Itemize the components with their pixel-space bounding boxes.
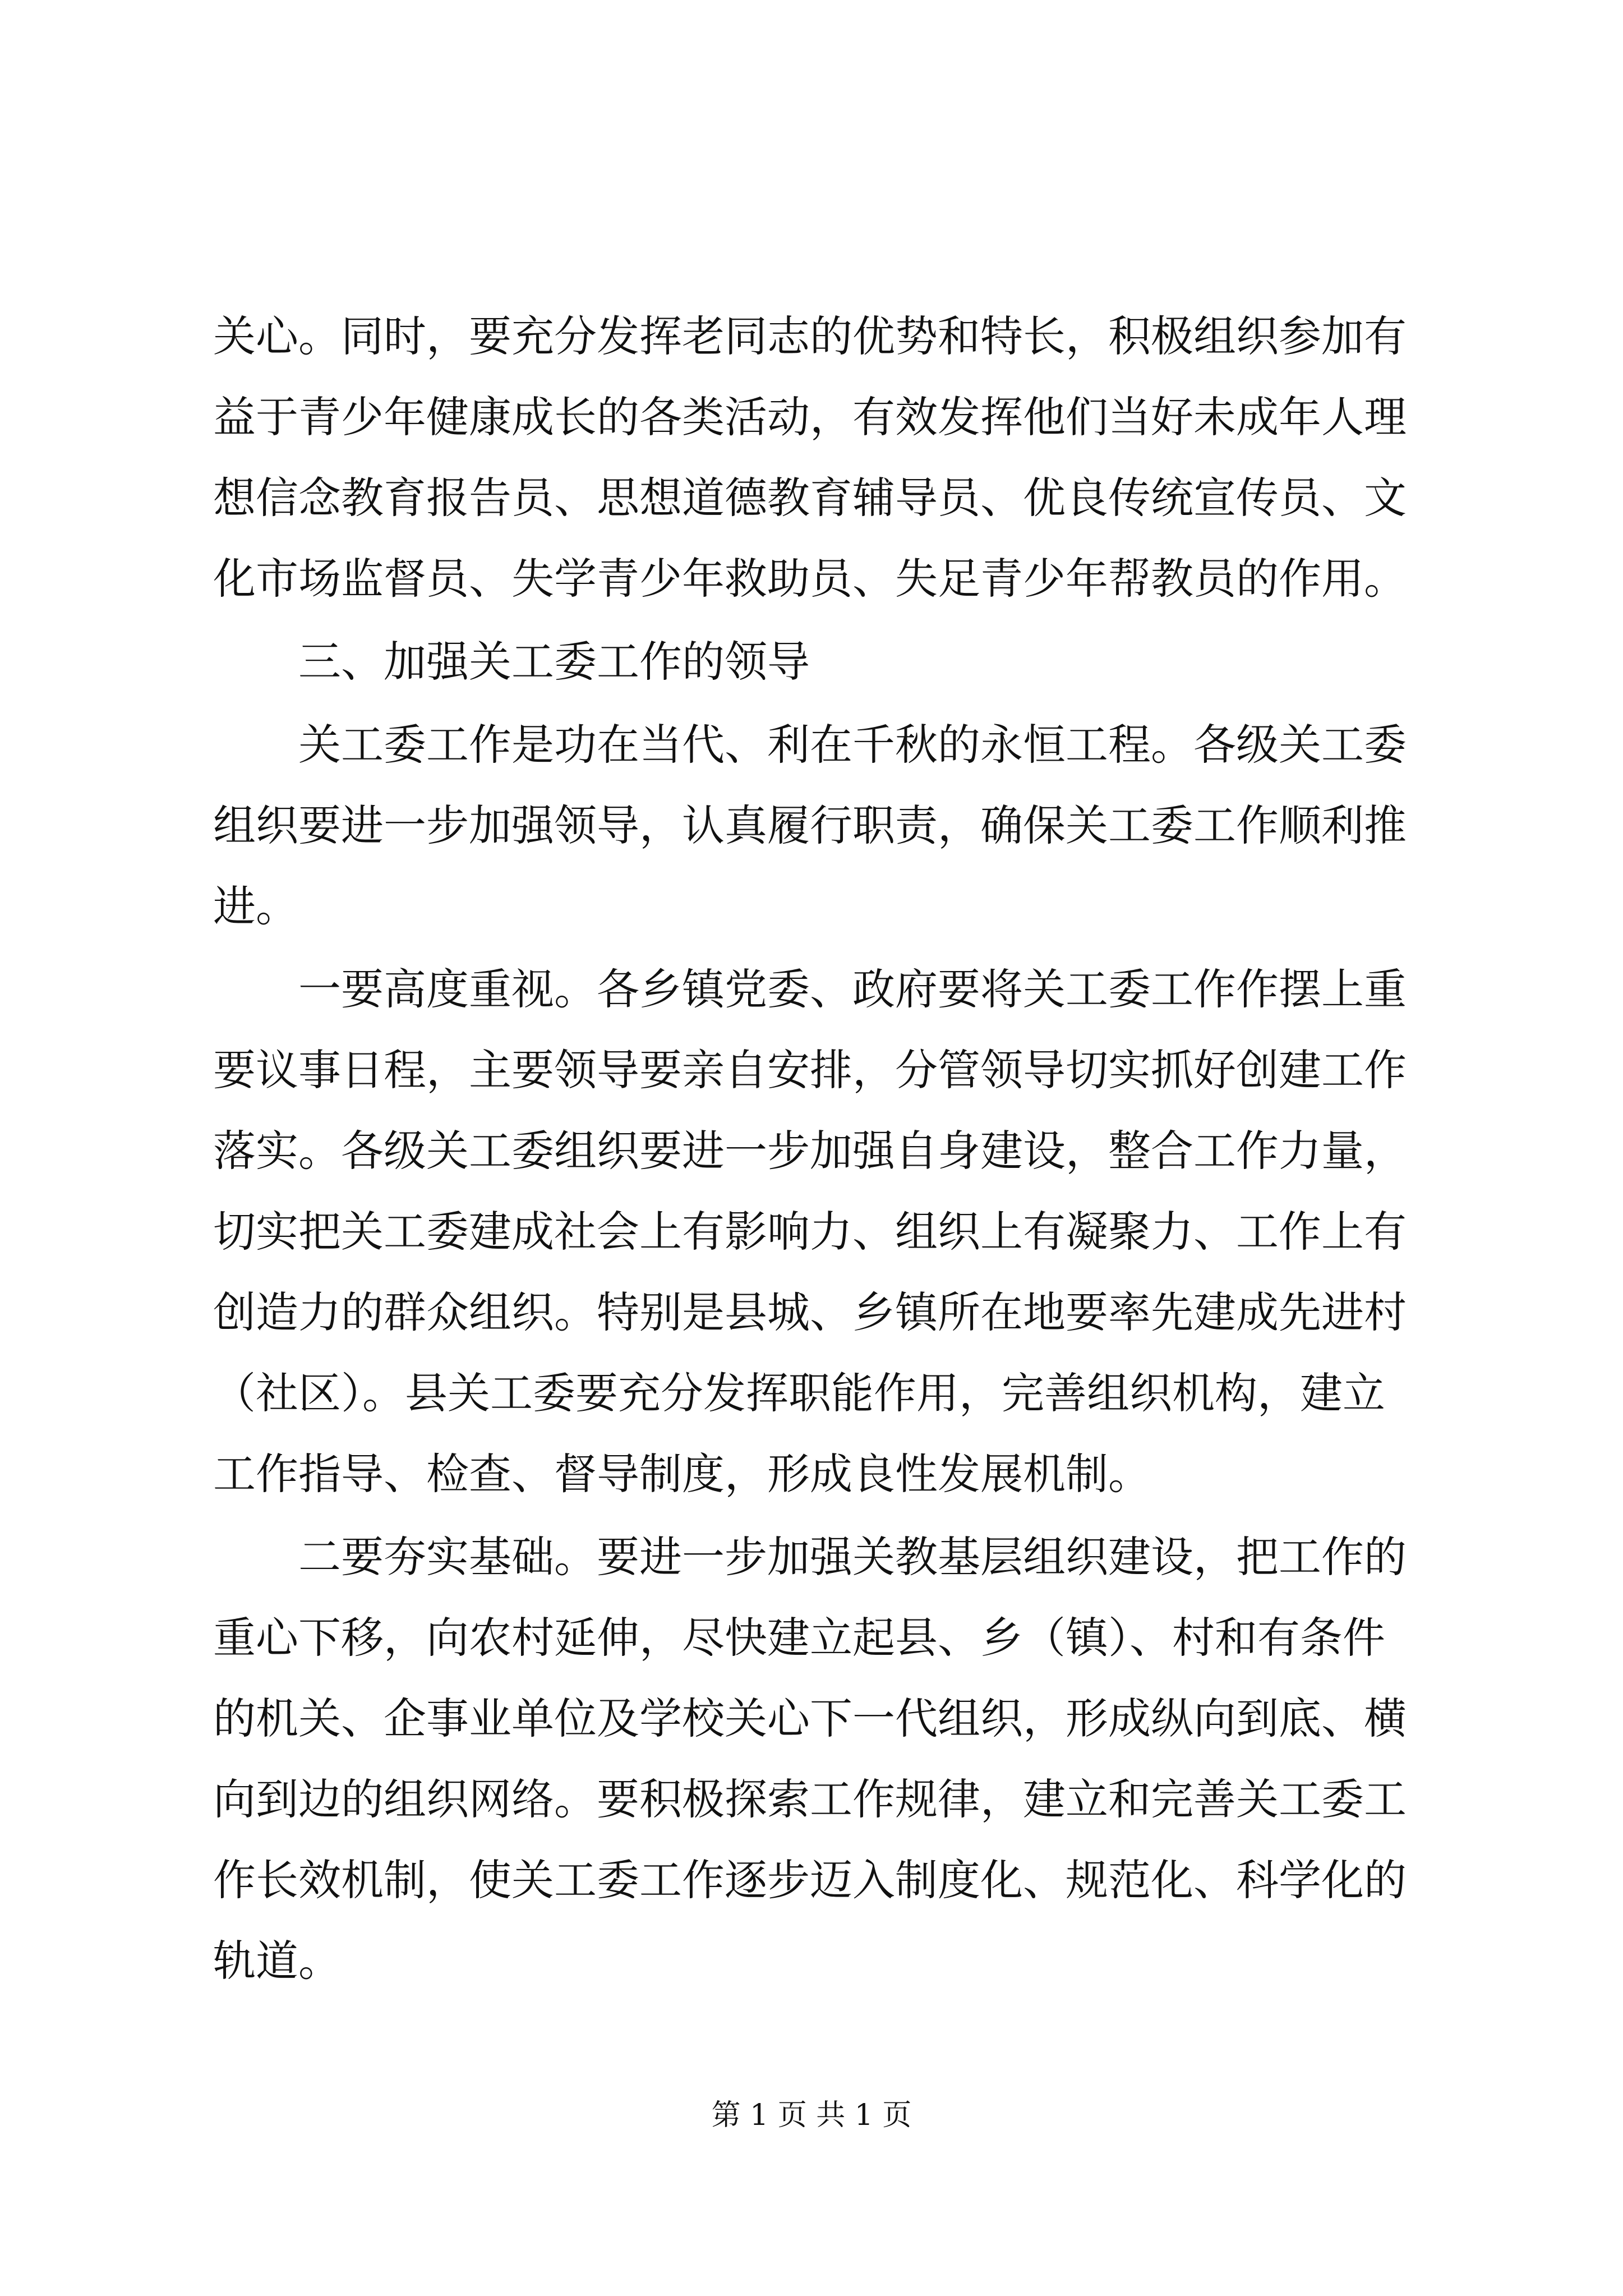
paragraph-line: 要议事日程，主要领导要亲自安排，分管领导切实抓好创建工作 [213, 1045, 1407, 1095]
page-number-footer: 第 1 页 共 1 页 [711, 2099, 912, 2132]
paragraph-line: 向到边的组织网络。要积极探索工作规律，建立和完善关工委工 [213, 1774, 1407, 1824]
paragraph-line: 落实。各级关工委组织要进一步加强自身建设，整合工作力量， [213, 1126, 1407, 1176]
paragraph-line: 工作指导、检查、督导制度，形成良性发展机制。 [213, 1449, 1151, 1499]
paragraph-line: 进。 [213, 881, 298, 931]
paragraph-line: 重心下移，向农村延伸，尽快建立起县、乡（镇）、村和有条件 [213, 1613, 1385, 1663]
paragraph-line: 作长效机制，使关工委工作逐步迈入制度化、规范化、科学化的 [213, 1855, 1407, 1905]
paragraph-line: 轨道。 [213, 1936, 341, 1986]
paragraph-line: 切实把关工委建成社会上有影响力、组织上有凝聚力、工作上有 [213, 1207, 1407, 1257]
paragraph-line: 化市场监督员、失学青少年救助员、失足青少年帮教员的作用。 [213, 554, 1407, 604]
paragraph-line: 想信念教育报告员、思想道德教育辅导员、优良传统宣传员、文 [213, 473, 1407, 523]
paragraph-line: 关心。同时，要充分发挥老同志的优势和特长，积极组织参加有 [213, 311, 1407, 361]
paragraph-line: 组织要进一步加强领导，认真履行职责，确保关工委工作顺利推 [213, 800, 1407, 850]
paragraph-line: 二要夯实基础。要进一步加强关教基层组织建设，把工作的 [298, 1532, 1407, 1582]
paragraph-line: （社区）。县关工委要充分发挥职能作用，完善组织机构，建立 [213, 1368, 1385, 1418]
paragraph-line: 益于青少年健康成长的各类活动，有效发挥他们当好未成年人理 [213, 392, 1407, 442]
paragraph-line: 关工委工作是功在当代、利在千秋的永恒工程。各级关工委 [298, 720, 1407, 770]
paragraph-line: 一要高度重视。各乡镇党委、政府要将关工委工作作摆上重 [298, 964, 1407, 1014]
section-heading: 三、加强关工委工作的领导 [298, 637, 810, 687]
paragraph-line: 创造力的群众组织。特别是县城、乡镇所在地要率先建成先进村 [213, 1287, 1407, 1337]
paragraph-line: 的机关、企事业单位及学校关心下一代组织，形成纵向到底、横 [213, 1694, 1407, 1743]
